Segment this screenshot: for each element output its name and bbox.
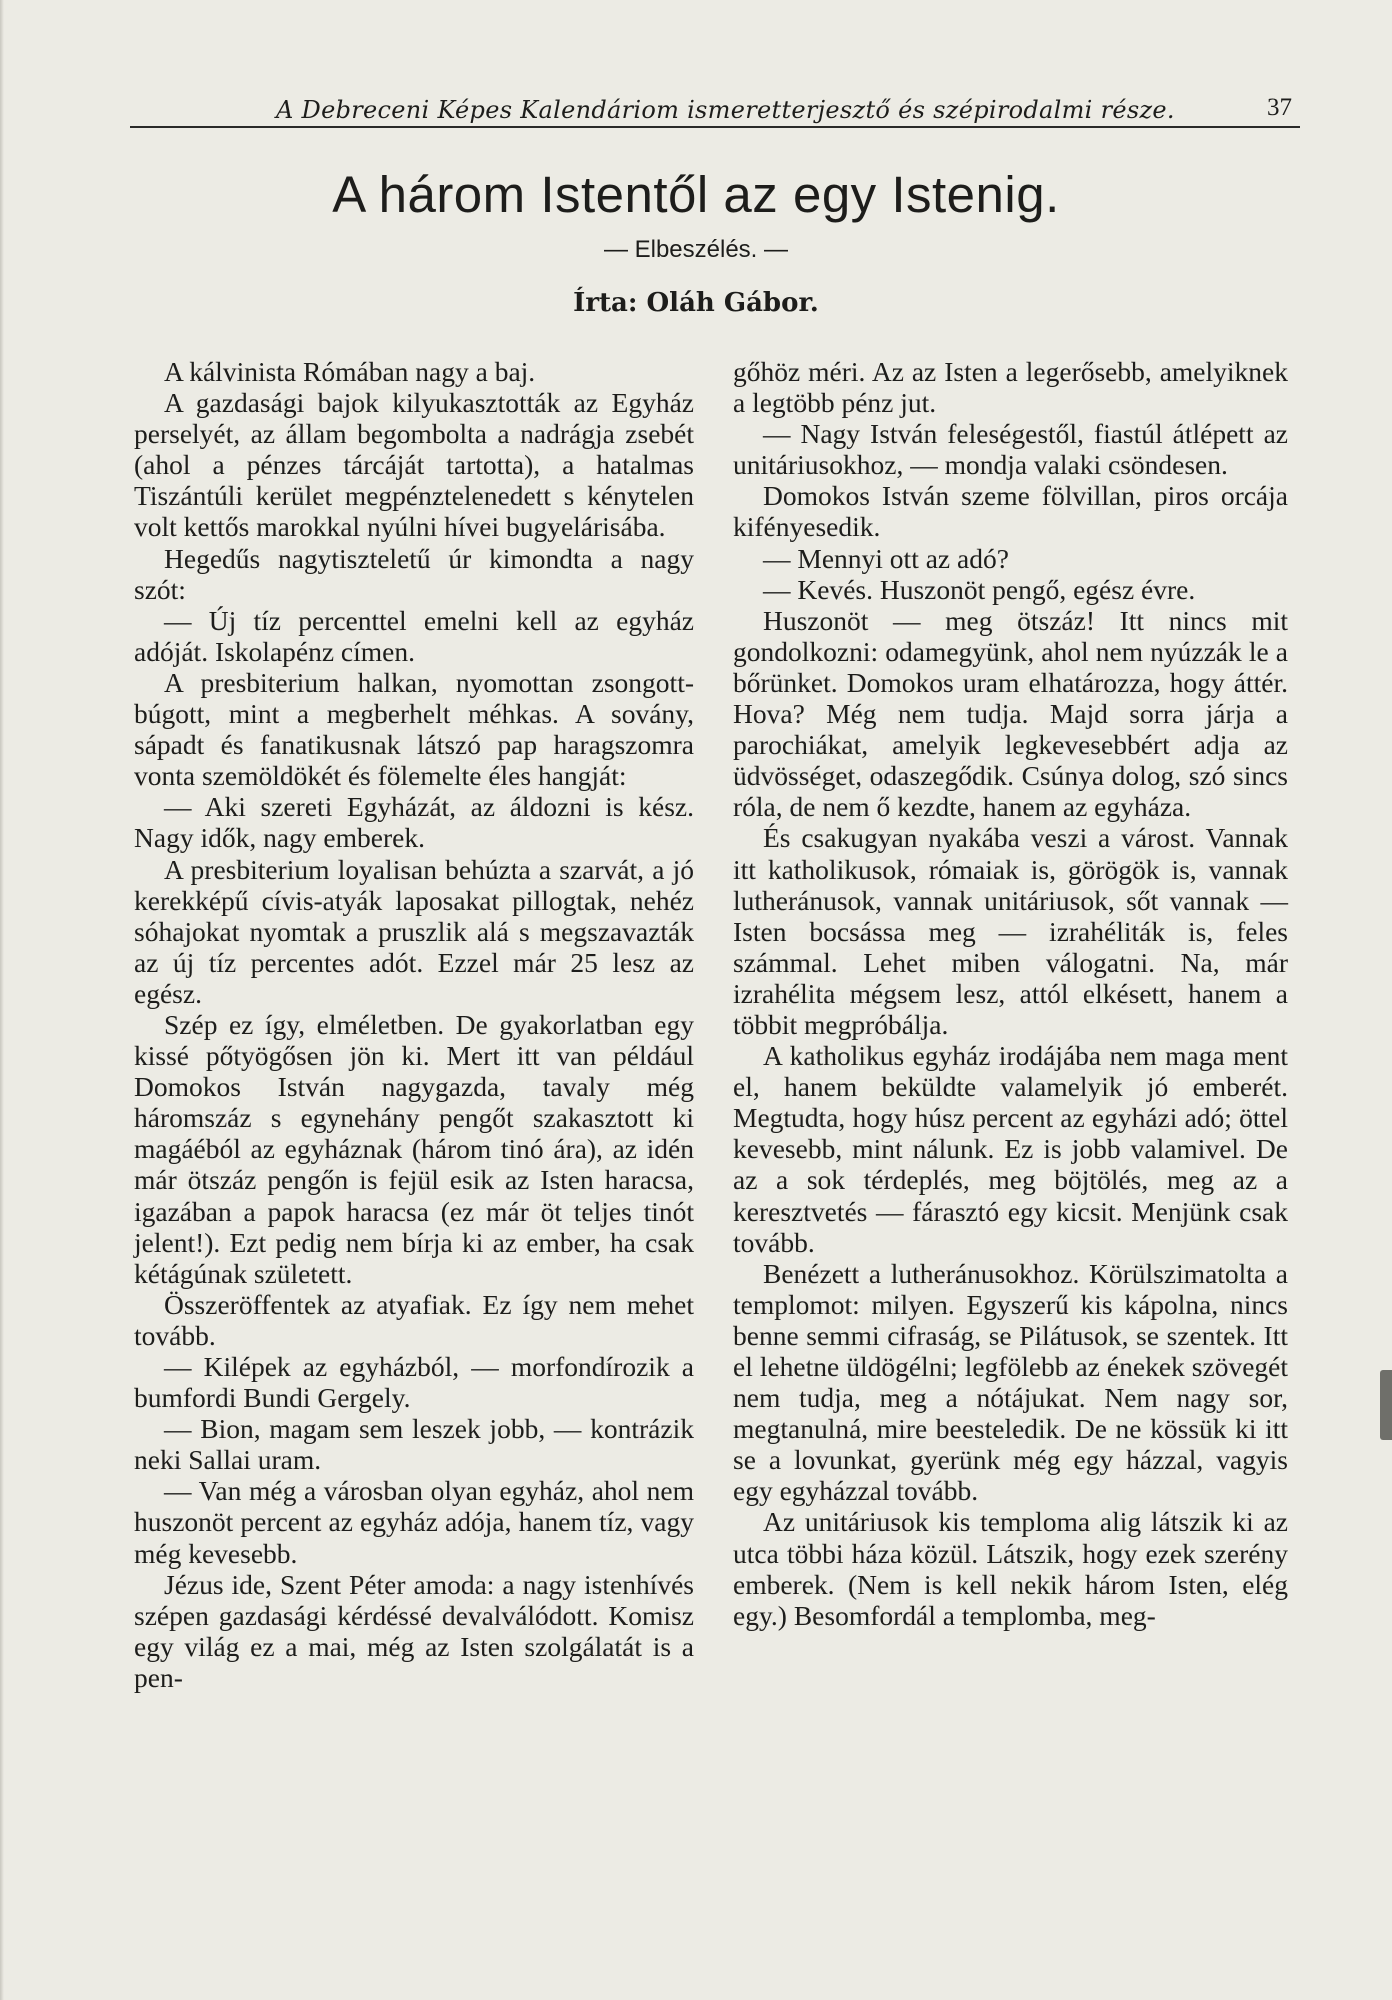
paragraph: Az unitáriusok kis temploma alig látszik ki az utca többi háza közül. Látszik, hogy ezek szerény emberek. (Nem is kell nekik három Isten, elég egy.) Besomfordál a templomba, meg- (733, 1506, 1288, 1631)
paragraph: A presbiterium halkan, nyomottan zsongott-búgott, mint a megberhelt méhkas. A sovány, sápadt és fanatikusnak látszó pap haragszomra vonta szemöldökét és fölemelte éles hangját: (134, 666, 694, 792)
paragraph: — Kilépek az egyházból, — morfondírozik a bumfordi Bundi Gergely. (134, 1351, 694, 1414)
paragraph: A presbiterium loyalisan behúzta a szarvát, a jó kerekképű cívis-atyák laposakat pillogtak, nehéz sóhajokat nyomtak a pruszlik alá s megszavazták az új tíz percentes adót. Ezzel már 25 lesz az egész. (134, 853, 694, 1009)
paragraph: Összeröffentek az atyafiak. Ez így nem mehet tovább. (134, 1288, 694, 1351)
paragraph: — Bion, magam sem leszek jobb, — kontrázik neki Sallai uram. (134, 1413, 694, 1476)
running-title: A Debreceni Képes Kalendáriom ismeretterjesztő és szépirodalmi része. (276, 96, 1175, 124)
running-header (130, 92, 1300, 128)
paragraph: És csakugyan nyakába veszi a várost. Vannak itt katholikusok, rómaiak is, görögök is, vannak lutheránusok, vannak unitáriusok, sőt vannak — Isten bocsássa meg — izrahéliták is, feles számmal. Lehet miben válogatni. Na, már izrahélita mégsem lesz, attól elkésett, hanem a többit megpróbálja. (733, 822, 1288, 1040)
page-edge-mark (1380, 1370, 1392, 1440)
article-title: A három Istentől az egy Istenig. (332, 166, 1060, 223)
page-number: 37 (1267, 94, 1292, 121)
paragraph: Jézus ide, Szent Péter amoda: a nagy istenhívés szépen gazdasági kérdéssé devalválódott. Komisz egy világ ez a mai, még az Isten szolgálatát is a pen- (134, 1568, 694, 1693)
paragraph: Szép ez így, elméletben. De gyakorlatban egy kissé pőtyögősen jön ki. Mert itt van például Domokos István nagygazda, tavaly még háromszáz s egynehány pengőt szakasztott ki magáéból az egyháznak (három tinó ára), az idén már ötszáz pengőn is fejül esik az Isten haracsa, igazában a papok haracsa (ez már öt teljes tinót jelent!). Ezt pedig nem bírja ki az ember, ha csak kétágúnak született. (134, 1008, 694, 1289)
paragraph: Benézett a lutheránusokhoz. Körülszimatolta a templomot: milyen. Egyszerű kis kápolna, nincs benne semmi cifraság, se Pilátusok, se szentek. Itt el lehetne üldögélni; legfölebb az énekek szövegét nem tudja, meg a nótájukat. Nem nagy sor, megtanulná, mire beesteledik. De ne kössük ki itt se a lovunkat, gyerünk még egy házzal, vagyis egy egyházzal tovább. (733, 1257, 1288, 1507)
article-subtitle: — Elbeszélés. — (603, 236, 789, 263)
paragraph: — Van még a városban olyan egyház, ahol nem huszonöt percent az egyház adója, hanem tíz, vagy még kevesebb. (134, 1475, 694, 1569)
paragraph: — Aki szereti Egyházát, az áldozni is kész. Nagy idők, nagy emberek. (134, 791, 694, 854)
paragraph: A kálvinista Rómában nagy a baj. (164, 356, 536, 387)
left-column (134, 356, 694, 1693)
paragraph: — Nagy István feleségestől, fiastúl átlépett az unitáriusokhoz, — mondja valaki csöndesen. (733, 418, 1288, 481)
paragraph: Domokos István szeme fölvillan, piros orcája kifényesedik. (733, 480, 1288, 543)
paragraph: Huszonöt — meg ötszáz! Itt nincs mit gondolkozni: odamegyünk, ahol nem nyúzzák le a bőrünket. Domokos uram elhatározza, hogy áttér. Hova? Még nem tudja. Majd sorra járja a parochiákat, amelyik legkevesebbért adja az üdvösséget, odaszegődik. Csúnya dolog, szó sincs róla, de nem ő kezdte, hanem az egyháza. (733, 604, 1288, 823)
paragraph: Hegedűs nagytiszteletű úr kimondta a nagy szót: (134, 542, 694, 605)
paragraph-continued: gőhöz méri. Az az Isten a legerősebb, amelyiknek a legtöbb pénz jut. (733, 356, 1288, 419)
paragraph: — Kevés. Huszonöt pengő, egész évre. (763, 573, 1196, 605)
paragraph: — Mennyi ott az adó? (763, 542, 1009, 574)
right-column (733, 356, 1288, 1631)
paragraph: A katholikus egyház irodájába nem maga ment el, hanem beküldte valamelyik jó emberét. Megtudta, hogy húsz percent az egyházi adó; öttel kevesebb, mint nálunk. Ez is jobb valamivel. De az a sok térdeplés, meg böjtölés, meg az a keresztvetés — fárasztó egy kicsit. Menjünk csak tovább. (733, 1040, 1288, 1258)
paragraph: — Új tíz percenttel emelni kell az egyház adóját. Iskolapénz címen. (134, 604, 694, 667)
article-author: Írta: Oláh Gábor. (573, 288, 819, 318)
paragraph: A gazdasági bajok kilyukasztották az Egyház perselyét, az állam begombolta a nadrágja zsebét (ahol a pénzes tárcáját tartotta), a hatalmas Tiszántúli kerület megpénztelenedett s kénytelen volt kettős marokkal nyúlni hívei bugyelárisába. (134, 387, 694, 543)
